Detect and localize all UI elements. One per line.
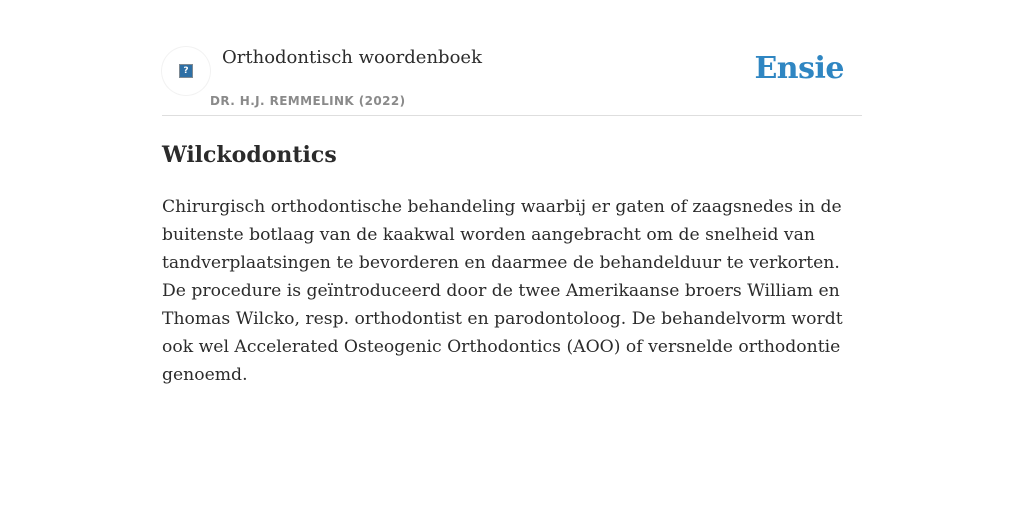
author-byline: DR. H.J. REMMELINK (2022) — [210, 94, 406, 108]
dictionary-header — [162, 0, 862, 116]
book-thumbnail[interactable] — [162, 47, 210, 95]
book-title[interactable]: Orthodontisch woordenboek — [222, 47, 482, 68]
question-book-icon: ? — [179, 64, 193, 78]
entry-definition: Chirurgisch orthodontische behandeling waarbij er gaten of zaagsnedes in de buitenste botlaag van de kaakwal worden aangebracht om de snelheid van tandverplaatsingen te bevorderen en daarmee de behandelduur te verkorten. De procedure is geïntroduceerd door de twee Amerikaanse broers William en Thomas Wilcko, resp. orthodontist en parodontoloog. De behandelvorm wordt ook wel Accelerated Osteogenic Orthodontics (AOO) of versnelde orthodontie genoemd. — [162, 197, 843, 385]
ensie-logo[interactable]: Ensie — [754, 51, 844, 86]
entry-title: Wilckodontics — [162, 142, 337, 168]
